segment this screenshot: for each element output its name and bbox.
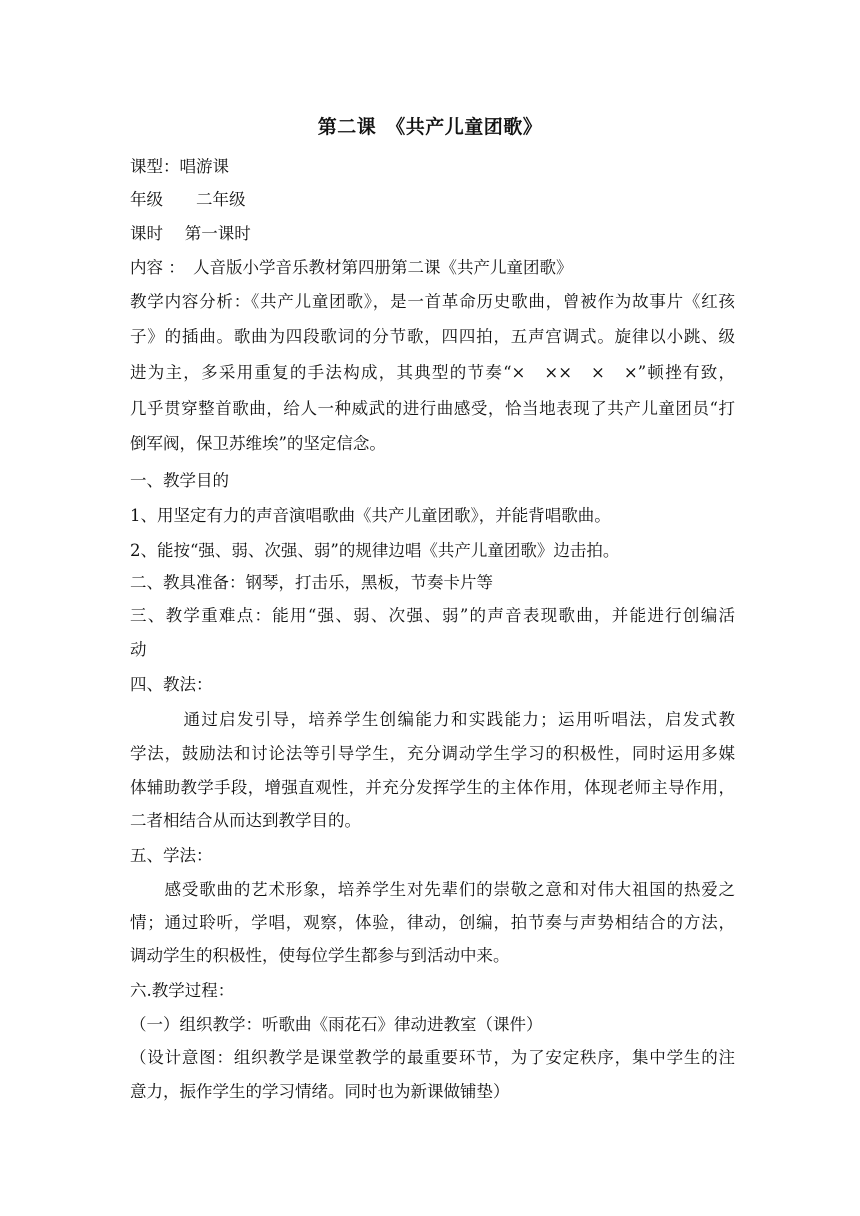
methods-line: 二者相结合从而达到教学目的。	[130, 811, 361, 830]
analysis-line: 教学内容分析：《共产儿童团歌》，是一首革命历史歌曲，曾被作为故事片《红孩	[130, 292, 735, 311]
process-step: （一）组织教学：听歌曲《雨花石》律动进教室（课件）	[130, 1015, 543, 1034]
learning-line: 感受歌曲的艺术形象，培养学生对先辈们的崇敬之意和对伟大祖国的热爱之	[130, 880, 735, 899]
goal-item: 2、能按“强、弱、次强、弱”的规律边唱《共产儿童团歌》边击拍。	[130, 541, 620, 560]
class-period: 课时 第一课时	[130, 224, 251, 243]
design-intent-line: 意力，振作学生的学习情绪。同时也为新课做铺垫）	[130, 1082, 510, 1101]
section-heading-learning: 五、学法：	[130, 846, 213, 865]
section-heading-difficulties: 三、教学重难点：能用“强、弱、次强、弱”的声音表现歌曲，并能进行创编活	[130, 606, 735, 625]
analysis-line: 倒军阀，保卫苏维埃”的坚定信念。	[130, 434, 386, 453]
lesson-type: 课型：唱游课	[130, 157, 229, 176]
methods-line: 体辅助教学手段，增强直观性，并充分发挥学生的主体作用，体现老师主导作用，	[130, 778, 735, 797]
design-intent-line: （设计意图：组织教学是课堂教学的最重要环节，为了安定秩序，集中学生的注	[130, 1048, 735, 1067]
section-heading-process: 六.教学过程：	[130, 981, 235, 1000]
methods-line: 通过启发引导，培养学生创编能力和实践能力；运用听唱法，启发式教	[130, 710, 735, 729]
section-heading-methods: 四、教法：	[130, 675, 213, 694]
content: 内容 ： 人音版小学音乐教材第四册第二课《共产儿童团歌》	[130, 258, 573, 277]
section-heading-goals: 一、教学目的	[130, 471, 229, 490]
learning-line: 调动学生的积极性，使每位学生都参与到活动中来。	[130, 946, 510, 965]
goal-item: 1、用坚定有力的声音演唱歌曲《共产儿童团歌》，并能背唱歌曲。	[130, 506, 611, 525]
grade: 年级 二年级	[130, 190, 246, 209]
methods-line: 学法，鼓励法和讨论法等引导学生，充分调动学生学习的积极性，同时运用多媒	[130, 744, 735, 763]
difficulties-line: 动	[130, 640, 147, 659]
learning-line: 情；通过聆听，学唱，观察，体验，律动，创编，拍节奏与声势相结合的方法，	[130, 913, 735, 932]
page-title: 第二课 《共产儿童团歌》	[317, 116, 543, 138]
section-heading-materials: 二、教具准备：钢琴，打击乐，黑板，节奏卡片等	[130, 573, 493, 592]
analysis-line: 子》的插曲。歌曲为四段歌词的分节歌，四四拍，五声宫调式。旋律以小跳、级	[130, 327, 735, 346]
analysis-line: 进为主，多采用重复的手法构成，其典型的节奏“× ×× × ×”顿挫有致，	[130, 363, 735, 382]
analysis-line: 几乎贯穿整首歌曲，给人一种威武的进行曲感受，恰当地表现了共产儿童团员“打	[130, 399, 735, 418]
